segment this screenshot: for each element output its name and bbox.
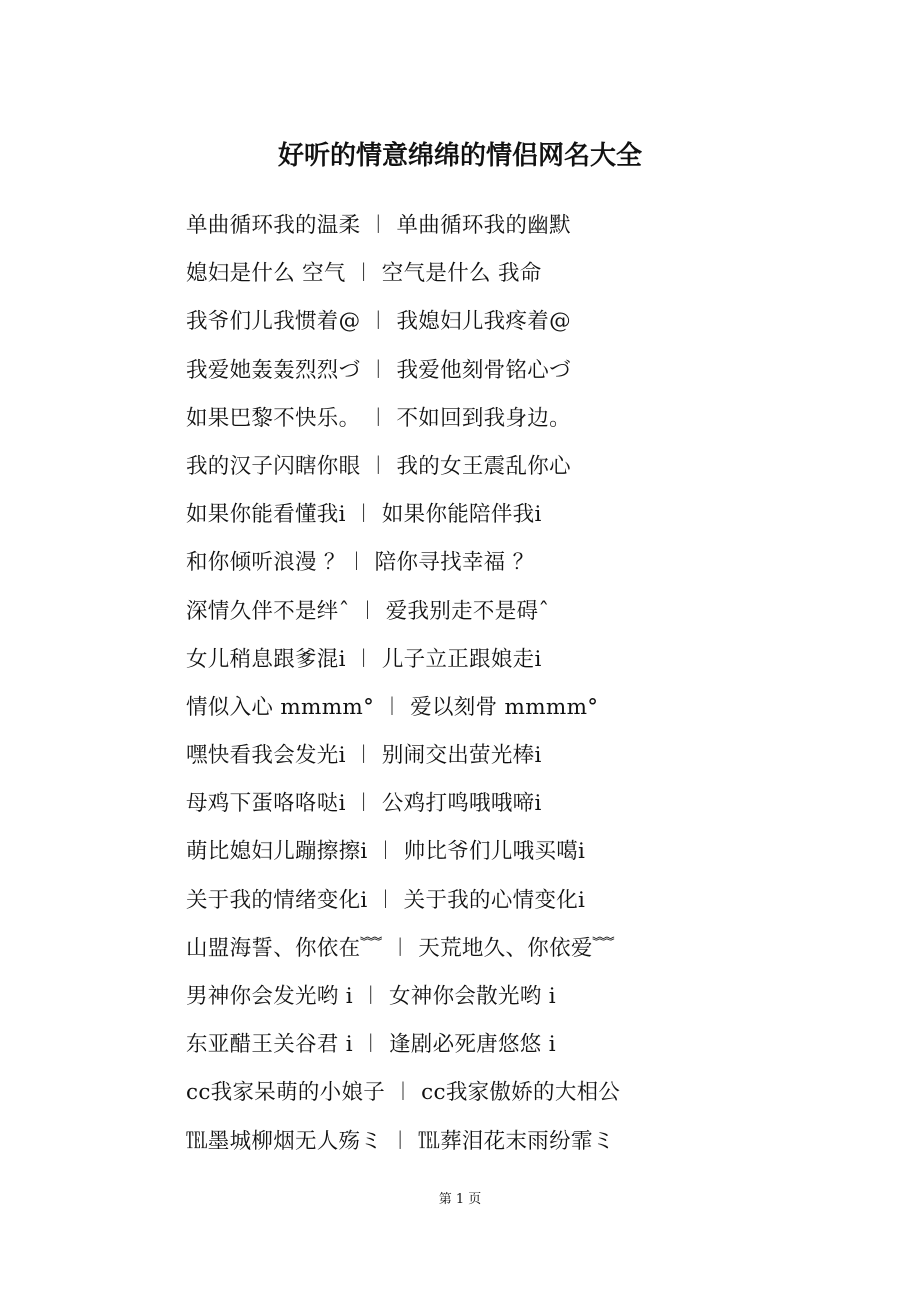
page-number: 第 1 页 xyxy=(438,1192,482,1207)
nickname-line: 如果你能看懂我ⅰ ︱ 如果你能陪伴我ⅰ xyxy=(186,502,542,528)
nickname-line: 女儿稍息跟爹混ⅰ ︱ 儿子立正跟娘走ⅰ xyxy=(186,646,542,672)
nickname-line: 我的汉子闪瞎你眼 ︱ 我的女王震乱你心 xyxy=(186,453,571,479)
nickname-line: ℡墨城柳烟无人殇ミ ︱ ℡葬泪花末雨纷霏ミ xyxy=(186,1128,615,1154)
nickname-line: 山盟海誓、你依在﹌ ︱ 天荒地久、你依爱﹌ xyxy=(186,935,615,961)
nickname-line: 情似入心 mmmm° ︱ 爱以刻骨 mmmm° xyxy=(186,694,599,720)
nickname-line: 和你倾听浪漫 ？︱ 陪你寻找幸福 ？ xyxy=(186,550,535,576)
nickname-line: 嘿快看我会发光ⅰ ︱ 别闹交出萤光棒ⅰ xyxy=(186,743,542,769)
nickname-list xyxy=(186,206,846,1170)
nickname-line: 男神你会发光哟 ⅰ ︱ 女神你会散光哟 ⅰ xyxy=(186,984,556,1009)
nickname-line: 东亚醋王关谷君 ⅰ ︱ 逢剧必死唐悠悠 ⅰ xyxy=(186,1032,556,1058)
nickname-line: 深情久伴不是绊ˆ ︱ 爱我别走不是碍ˆ xyxy=(186,598,550,624)
nickname-line: 如果巴黎不快乐。 ︱ 不如回到我身边。 xyxy=(186,405,571,431)
nickname-line: cc我家呆萌的小娘子 ︱ cc我家傲娇的大相公 xyxy=(186,1080,621,1106)
nickname-line: 关于我的情绪变化ⅰ ︱ 关于我的心情变化ⅰ xyxy=(186,887,586,913)
nickname-line: 萌比媳妇儿蹦擦擦ⅰ ︱ 帅比爷们儿哦买噶ⅰ xyxy=(186,839,586,865)
nickname-line: 母鸡下蛋咯咯哒ⅰ ︱ 公鸡打鸣哦哦啼ⅰ xyxy=(186,791,542,817)
nickname-line: 我爱她轰轰烈烈づ ︱ 我爱他刻骨铭心づ xyxy=(186,357,571,383)
document-title: 好听的情意绵绵的情侣网名大全 xyxy=(277,141,642,171)
nickname-line: 单曲循环我的温柔 ︱ 单曲循环我的幽默 xyxy=(186,213,571,238)
nickname-line: 我爷们儿我惯着@ ︱ 我媳妇儿我疼着@ xyxy=(186,309,571,335)
nickname-line: 媳妇是什么 空气 ︱ 空气是什么 我命 xyxy=(186,261,542,287)
